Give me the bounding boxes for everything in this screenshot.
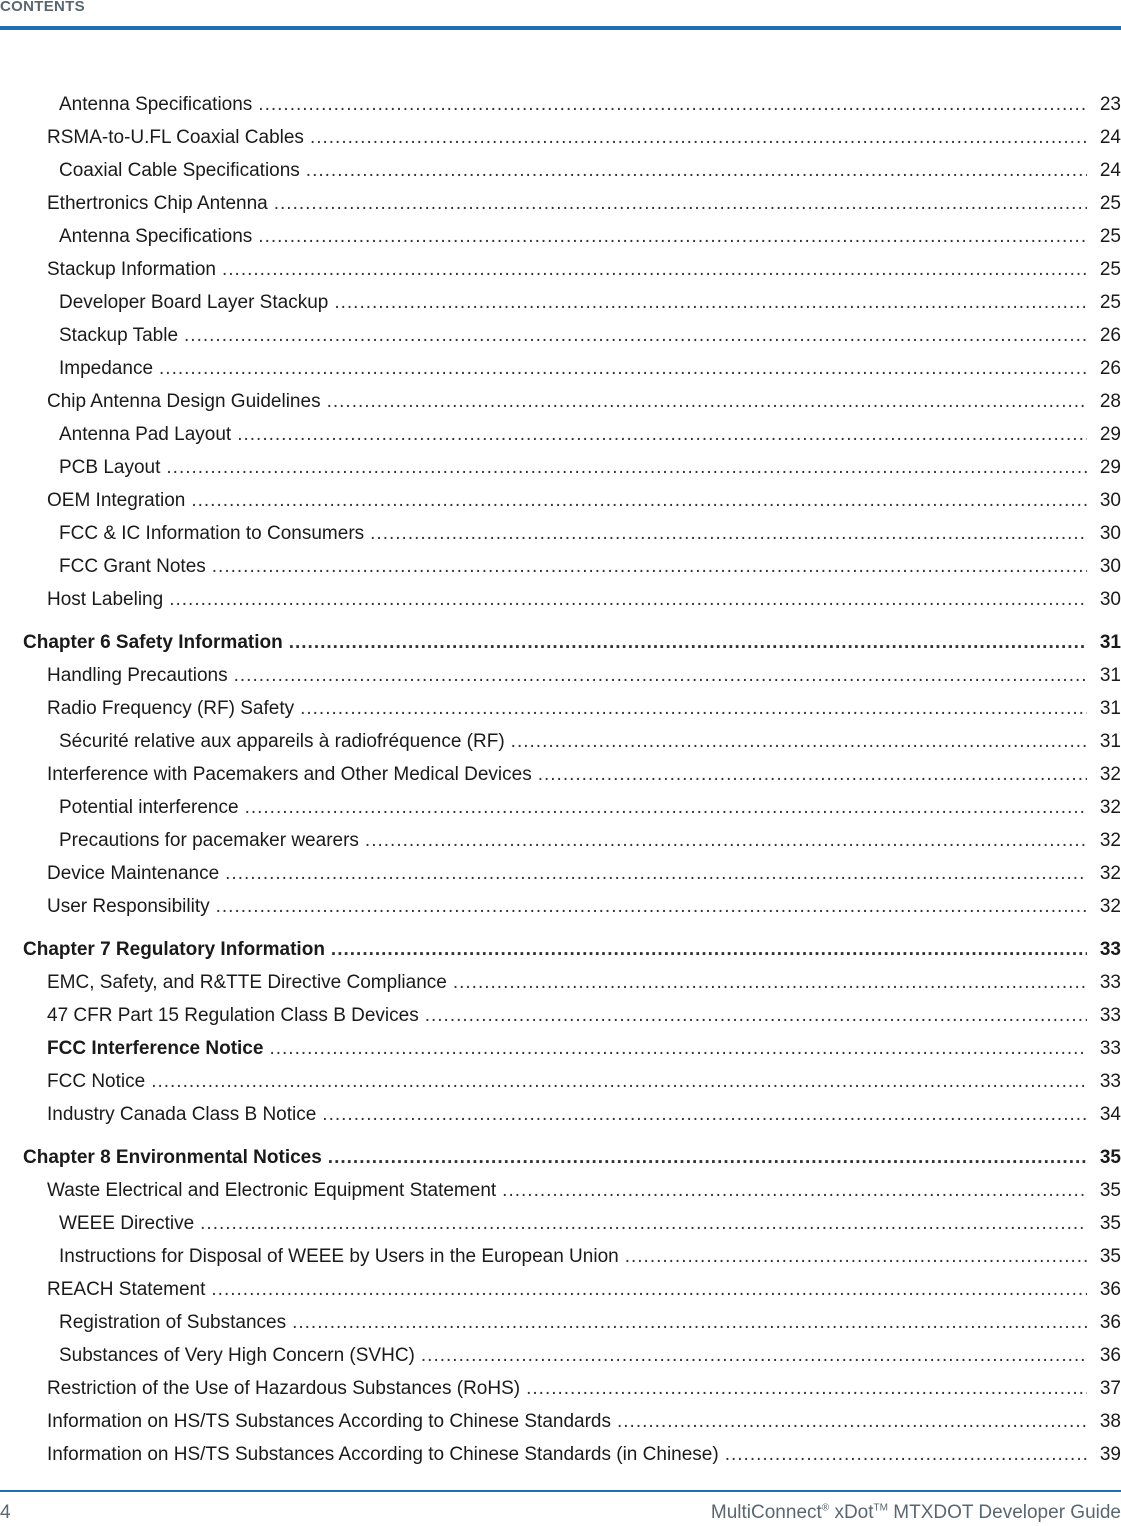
toc-dot-leader <box>234 664 1087 688</box>
toc-dot-leader <box>289 631 1087 655</box>
toc-dot-leader <box>322 1103 1087 1127</box>
toc-page-number: 38 <box>1099 1411 1121 1432</box>
toc-entry-title: Substances of Very High Concern (SVHC) <box>59 1345 415 1366</box>
toc-entry[interactable] <box>0 150 1121 183</box>
toc-dot-leader <box>200 1212 1087 1236</box>
toc-dot-leader <box>334 291 1087 315</box>
toc-entry[interactable] <box>0 787 1121 820</box>
toc-entry[interactable] <box>0 962 1121 995</box>
toc-entry-title: Stackup Information <box>47 259 216 280</box>
toc-entry-title: Restriction of the Use of Hazardous Substances (RoHS) <box>47 1378 521 1399</box>
toc-entry-title: Radio Frequency (RF) Safety <box>47 698 295 719</box>
toc-entry[interactable] <box>0 995 1121 1028</box>
toc-entry-title: Developer Board Layer Stackup <box>59 292 329 313</box>
toc-page-number: 24 <box>1099 160 1121 181</box>
header-title: CONTENTS <box>0 0 85 15</box>
toc-page-number: 29 <box>1099 457 1121 478</box>
toc-dot-leader <box>511 730 1087 754</box>
toc-entry[interactable] <box>0 688 1121 721</box>
toc-page-number: 31 <box>1099 632 1121 653</box>
toc-page-number: 36 <box>1099 1312 1121 1333</box>
toc-entry-title: Information on HS/TS Substances According to Chinese Standards <box>47 1411 611 1432</box>
toc-page-number: 30 <box>1099 556 1121 577</box>
toc-entry-title: Industry Canada Class B Notice <box>47 1104 317 1125</box>
toc-page-number: 34 <box>1099 1104 1121 1125</box>
toc-dot-leader <box>269 1037 1087 1061</box>
toc-chapter-entry[interactable] <box>0 1133 1121 1170</box>
toc-dot-leader <box>421 1344 1087 1368</box>
toc-page-number: 25 <box>1099 193 1121 214</box>
toc-page-number: 33 <box>1099 972 1121 993</box>
toc-dot-leader <box>453 971 1087 995</box>
toc-entry-title: Device Maintenance <box>47 863 220 884</box>
toc-dot-leader <box>328 1146 1087 1170</box>
page-footer <box>0 1490 1121 1526</box>
toc-entry[interactable] <box>0 1302 1121 1335</box>
footer-doc-part2: xDot <box>829 1502 874 1523</box>
toc-page-number: 35 <box>1099 1180 1121 1201</box>
toc-entry[interactable] <box>0 513 1121 546</box>
toc-dot-leader <box>306 159 1087 183</box>
toc-entry[interactable] <box>0 249 1121 282</box>
toc-entry[interactable] <box>0 1094 1121 1127</box>
toc-entry-title: Coaxial Cable Specifications <box>59 160 300 181</box>
toc-dot-leader <box>327 390 1087 414</box>
toc-entry[interactable] <box>0 117 1121 150</box>
toc-entry[interactable] <box>0 1269 1121 1302</box>
toc-entry[interactable] <box>0 84 1121 117</box>
toc-entry[interactable] <box>0 1236 1121 1269</box>
toc-dot-leader <box>191 489 1087 513</box>
footer-rule <box>0 1490 1121 1492</box>
toc-entry[interactable] <box>0 1061 1121 1094</box>
toc-entry[interactable] <box>0 546 1121 579</box>
toc-page-number: 39 <box>1099 1444 1121 1465</box>
toc-entry[interactable] <box>0 447 1121 480</box>
toc-entry-title: Registration of Substances <box>59 1312 287 1333</box>
toc-page-number: 35 <box>1099 1246 1121 1267</box>
toc-entry[interactable] <box>0 1401 1121 1434</box>
toc-page-number: 30 <box>1099 490 1121 511</box>
toc-entry[interactable] <box>0 1028 1121 1061</box>
toc-dot-leader <box>222 258 1087 282</box>
toc-page-number: 33 <box>1099 1038 1121 1059</box>
toc-page-number: 33 <box>1099 1071 1121 1092</box>
toc-dot-leader <box>184 324 1087 348</box>
toc-entry-title: User Responsibility <box>47 896 210 917</box>
footer-doc-sup2: TM <box>873 1502 888 1514</box>
toc-page-number: 35 <box>1099 1147 1121 1168</box>
toc-page-number: 33 <box>1099 1005 1121 1026</box>
toc-page-number: 32 <box>1099 830 1121 851</box>
toc-page-number: 32 <box>1099 863 1121 884</box>
toc-dot-leader <box>151 1070 1087 1094</box>
toc-dot-leader <box>212 555 1087 579</box>
toc-entry[interactable] <box>0 1434 1121 1467</box>
toc-dot-leader <box>166 456 1087 480</box>
toc-entry-title: REACH Statement <box>47 1279 206 1300</box>
toc-entry-title: Antenna Specifications <box>59 94 253 115</box>
toc-entry[interactable] <box>0 480 1121 513</box>
toc-entry-title: Handling Precautions <box>47 665 228 686</box>
toc-entry[interactable] <box>0 183 1121 216</box>
toc-entry[interactable] <box>0 754 1121 787</box>
toc-page-number: 32 <box>1099 764 1121 785</box>
toc-entry[interactable] <box>0 414 1121 447</box>
toc-entry-title: FCC Grant Notes <box>59 556 206 577</box>
toc-entry-title: Host Labeling <box>47 589 164 610</box>
toc-page-number: 28 <box>1099 391 1121 412</box>
toc-entry-title: Ethertronics Chip Antenna <box>47 193 268 214</box>
toc-page-number: 31 <box>1099 698 1121 719</box>
toc-page-number: 30 <box>1099 523 1121 544</box>
toc-dot-leader <box>211 1278 1087 1302</box>
toc-entry-title: Potential interference <box>59 797 239 818</box>
toc-dot-leader <box>365 829 1087 853</box>
footer-doc-sup1: ® <box>821 1502 830 1514</box>
toc-page-number: 33 <box>1099 939 1121 960</box>
toc-page-number: 31 <box>1099 665 1121 686</box>
toc-entry-title: Sécurité relative aux appareils à radiofréquence (RF) <box>59 731 505 752</box>
toc-entry-title: Chapter 6 Safety Information <box>23 632 283 653</box>
toc-dot-leader <box>292 1311 1087 1335</box>
toc-entry-title: Interference with Pacemakers and Other Medical Devices <box>47 764 532 785</box>
toc-page-number: 25 <box>1099 226 1121 247</box>
toc-entry-title: Chapter 7 Regulatory Information <box>23 939 325 960</box>
toc-entry-title: WEEE Directive <box>59 1213 195 1234</box>
toc-entry-title: Waste Electrical and Electronic Equipment Statement <box>47 1180 497 1201</box>
toc-page-number: 35 <box>1099 1213 1121 1234</box>
toc-entry-title: Impedance <box>59 358 154 379</box>
toc-page-number: 31 <box>1099 731 1121 752</box>
toc-dot-leader <box>502 1179 1087 1203</box>
header-rule <box>0 26 1121 30</box>
toc-dot-leader <box>625 1245 1087 1269</box>
toc-page-number: 37 <box>1099 1378 1121 1399</box>
toc-dot-leader <box>216 895 1087 919</box>
toc-chapter-entry[interactable] <box>0 618 1121 655</box>
toc-entry-title: FCC & IC Information to Consumers <box>59 523 365 544</box>
footer-page-number: 4 <box>0 1502 11 1523</box>
toc-entry-title: Stackup Table <box>59 325 179 346</box>
toc-entry[interactable] <box>0 1368 1121 1401</box>
toc-dot-leader <box>331 938 1087 962</box>
toc-page-number: 25 <box>1099 292 1121 313</box>
toc-dot-leader <box>300 697 1087 721</box>
toc-page-number: 36 <box>1099 1279 1121 1300</box>
toc-dot-leader <box>245 796 1087 820</box>
toc-entry[interactable] <box>0 1170 1121 1203</box>
toc-entry-title: Information on HS/TS Substances According to Chinese Standards (in Chinese) <box>47 1444 719 1465</box>
toc-dot-leader <box>237 423 1087 447</box>
toc-dot-leader <box>159 357 1087 381</box>
toc-entry[interactable] <box>0 1203 1121 1236</box>
toc-entry[interactable] <box>0 381 1121 414</box>
toc-entry[interactable] <box>0 315 1121 348</box>
toc-entry-title: Antenna Specifications <box>59 226 253 247</box>
toc-entry[interactable] <box>0 348 1121 381</box>
toc-dot-leader <box>225 862 1087 886</box>
toc-dot-leader <box>274 192 1087 216</box>
toc-page-number: 26 <box>1099 358 1121 379</box>
toc-entry-title: Chapter 8 Environmental Notices <box>23 1147 322 1168</box>
footer-doc-part3: MTXDOT Developer Guide <box>887 1502 1121 1523</box>
toc-entry-title: FCC Interference Notice <box>47 1038 264 1059</box>
toc-entry-title: 47 CFR Part 15 Regulation Class B Devices <box>47 1005 419 1026</box>
toc-entry[interactable] <box>0 282 1121 315</box>
toc-entry-title: Chip Antenna Design Guidelines <box>47 391 321 412</box>
toc-entry[interactable] <box>0 216 1121 249</box>
toc-page-number: 24 <box>1099 127 1121 148</box>
toc-dot-leader <box>258 225 1087 249</box>
toc-dot-leader <box>370 522 1087 546</box>
toc-entry-title: Antenna Pad Layout <box>59 424 232 445</box>
toc-entry[interactable] <box>0 886 1121 919</box>
page-header <box>0 0 1121 32</box>
toc-entry[interactable] <box>0 853 1121 886</box>
toc-dot-leader <box>617 1410 1087 1434</box>
toc-dot-leader <box>310 126 1087 150</box>
toc-dot-leader <box>169 588 1087 612</box>
toc-dot-leader <box>725 1443 1087 1467</box>
toc-chapter-entry[interactable] <box>0 925 1121 962</box>
toc-page-number: 30 <box>1099 589 1121 610</box>
toc-entry-title: EMC, Safety, and R&TTE Directive Compliance <box>47 972 447 993</box>
toc-entry[interactable] <box>0 655 1121 688</box>
toc-page-number: 25 <box>1099 259 1121 280</box>
toc-dot-leader <box>526 1377 1087 1401</box>
toc-entry-title: RSMA-to-U.FL Coaxial Cables <box>47 127 304 148</box>
toc-entry-title: PCB Layout <box>59 457 161 478</box>
toc-page-number: 36 <box>1099 1345 1121 1366</box>
footer-doc-part1: MultiConnect <box>710 1502 822 1523</box>
footer-document-title <box>711 1502 1121 1524</box>
toc-page-number: 29 <box>1099 424 1121 445</box>
toc-entry-title: OEM Integration <box>47 490 186 511</box>
toc-page-number: 23 <box>1099 94 1121 115</box>
table-of-contents <box>0 84 1121 1467</box>
toc-entry-title: FCC Notice <box>47 1071 146 1092</box>
toc-dot-leader <box>258 93 1087 117</box>
toc-entry[interactable] <box>0 820 1121 853</box>
toc-entry[interactable] <box>0 1335 1121 1368</box>
toc-entry-title: Instructions for Disposal of WEEE by Users in the European Union <box>59 1246 619 1267</box>
toc-page-number: 32 <box>1099 896 1121 917</box>
toc-dot-leader <box>425 1004 1087 1028</box>
toc-page-number: 26 <box>1099 325 1121 346</box>
toc-page-number: 32 <box>1099 797 1121 818</box>
toc-dot-leader <box>538 763 1087 787</box>
toc-entry-title: Precautions for pacemaker wearers <box>59 830 359 851</box>
toc-entry[interactable] <box>0 721 1121 754</box>
toc-entry[interactable] <box>0 579 1121 612</box>
